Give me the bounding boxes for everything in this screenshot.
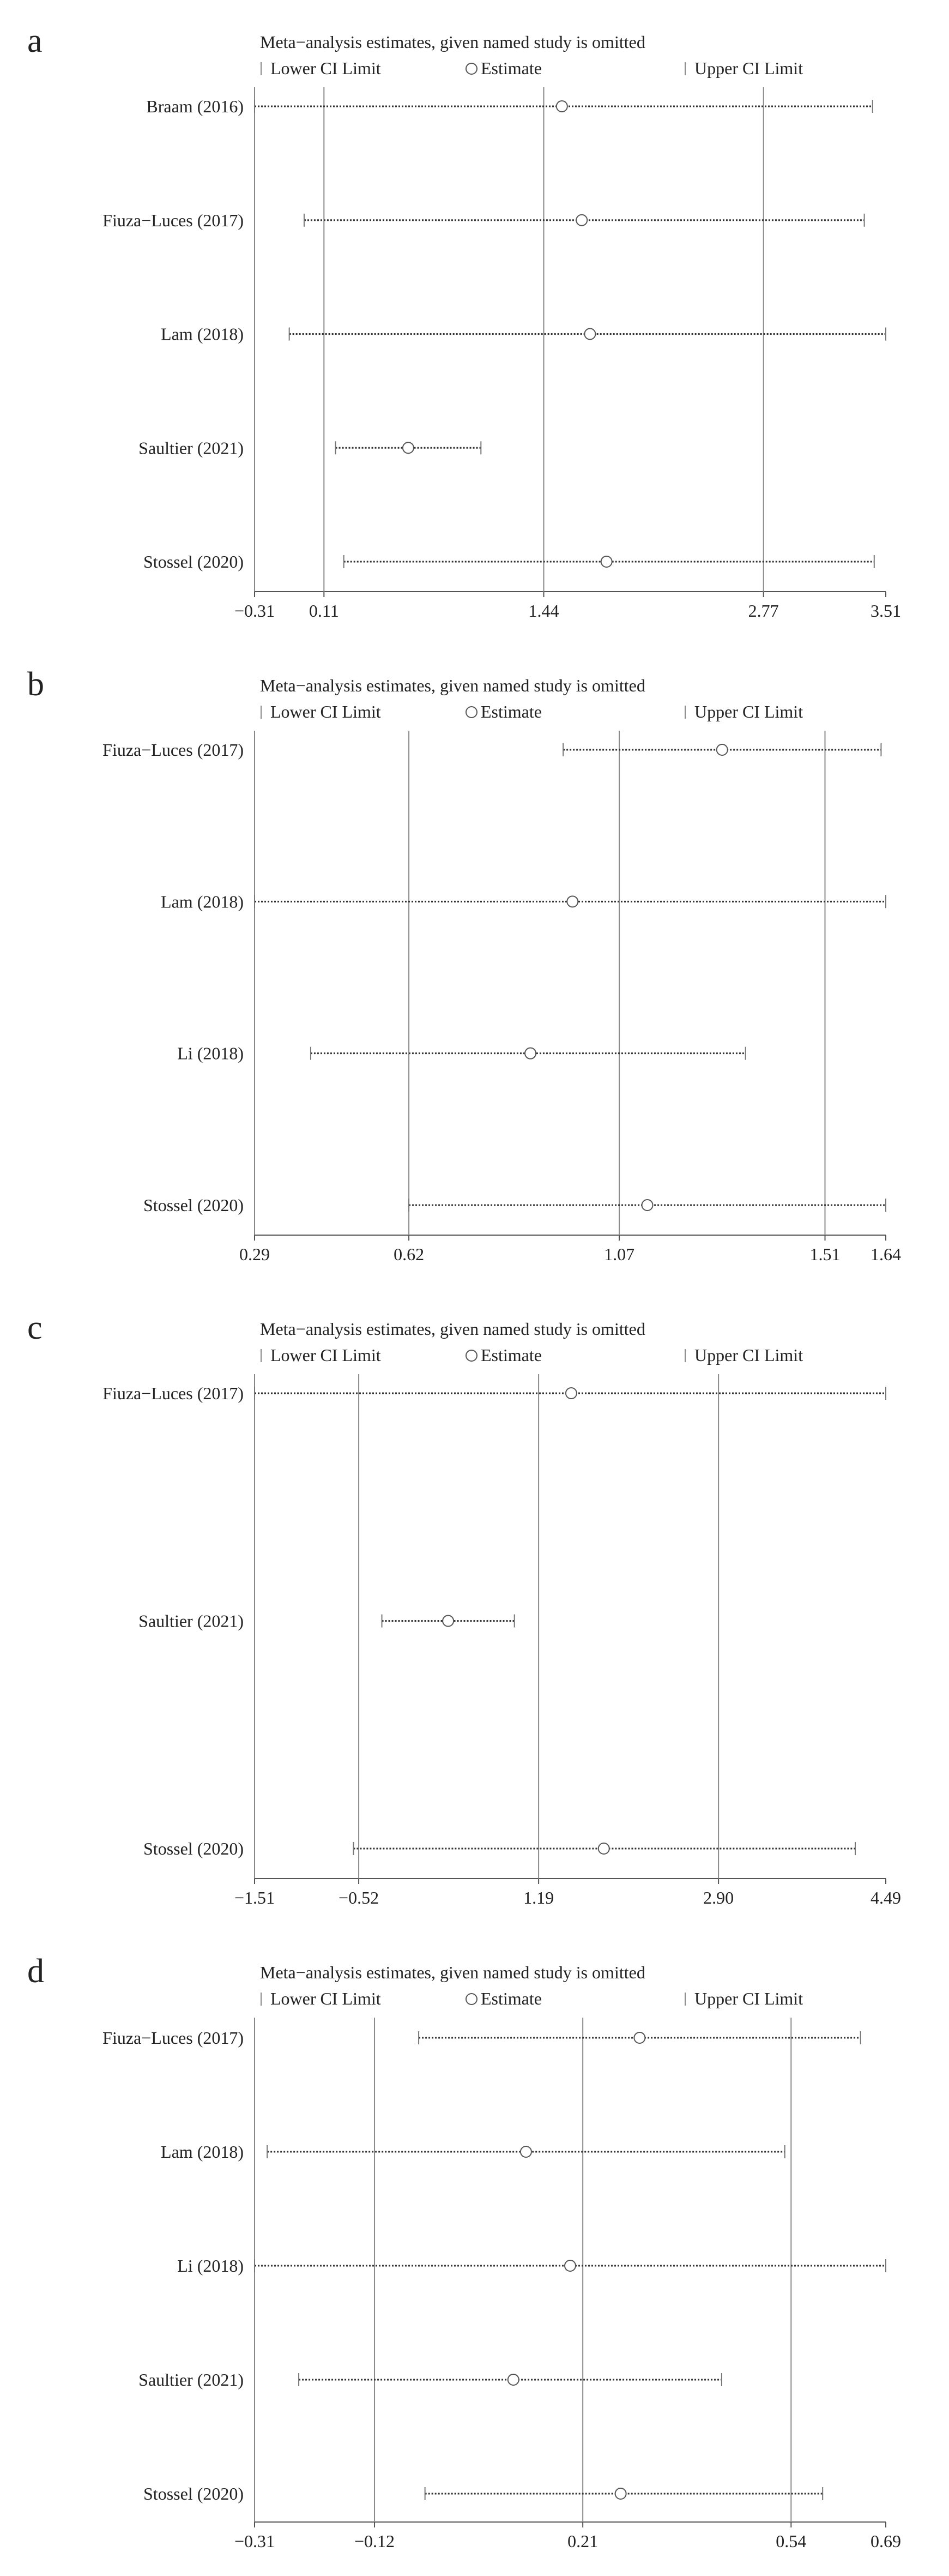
- estimate-point: [584, 329, 595, 340]
- legend-upper-label: Upper CI Limit: [694, 58, 803, 78]
- estimate-point: [634, 2032, 645, 2043]
- legend: [261, 702, 803, 721]
- legend-lower-label: Lower CI Limit: [270, 1345, 381, 1365]
- study-row: [138, 438, 481, 458]
- study-label: Fiuza−Luces (2017): [102, 1383, 244, 1403]
- study-label: Stossel (2020): [143, 552, 244, 571]
- x-tick-label: 0.21: [567, 2531, 599, 2551]
- study-row: [138, 1611, 515, 1631]
- study-row: [102, 2028, 861, 2048]
- legend-lower-label: Lower CI Limit: [270, 1989, 381, 2008]
- x-tick-label: −0.52: [339, 1888, 379, 1907]
- study-label: Li (2018): [177, 1043, 244, 1063]
- x-tick-label: 1.51: [809, 1244, 841, 1264]
- study-label: Stossel (2020): [143, 1839, 244, 1858]
- panel-letter: a: [27, 22, 43, 59]
- study-label: Lam (2018): [161, 324, 244, 344]
- study-row: [143, 1839, 855, 1858]
- study-label: Fiuza−Luces (2017): [102, 210, 244, 230]
- legend-estimate-label: Estimate: [481, 1345, 542, 1365]
- x-tick-label: 1.07: [604, 1244, 635, 1264]
- study-label: Saultier (2021): [138, 1611, 244, 1631]
- estimate-point: [599, 1843, 609, 1854]
- study-label: Li (2018): [177, 2256, 244, 2276]
- estimate-point: [521, 2146, 531, 2157]
- legend-estimate-label: Estimate: [481, 702, 542, 721]
- legend-estimate-marker: [466, 63, 477, 74]
- study-label: Stossel (2020): [143, 2484, 244, 2503]
- study-row: [177, 1044, 745, 1063]
- x-tick-label: 1.64: [871, 1244, 901, 1264]
- x-tick-label: 0.62: [394, 1244, 425, 1264]
- x-tick-label: 2.77: [748, 601, 779, 621]
- legend-lower-label: Lower CI Limit: [270, 702, 381, 721]
- panel-letter: b: [27, 666, 44, 703]
- legend: [261, 1345, 803, 1365]
- estimate-point: [717, 744, 728, 755]
- legend-estimate-marker: [466, 707, 477, 718]
- estimate-point: [403, 442, 414, 453]
- forest-panel-d: [0, 1930, 949, 2576]
- estimate-point: [443, 1616, 454, 1627]
- estimate-point: [567, 896, 578, 907]
- estimate-point: [576, 215, 587, 226]
- legend-estimate-label: Estimate: [481, 58, 542, 78]
- x-tick-label: 2.90: [703, 1888, 734, 1907]
- x-tick-label: 4.49: [871, 1888, 901, 1907]
- study-label: Saultier (2021): [138, 2370, 244, 2390]
- estimate-point: [601, 556, 612, 567]
- legend-lower-label: Lower CI Limit: [270, 58, 381, 78]
- x-tick-label: 0.11: [309, 601, 339, 621]
- forest-plot-d: [0, 1930, 949, 2576]
- forest-plot-c: [0, 1287, 949, 1930]
- study-row: [102, 740, 881, 760]
- study-row: [177, 2256, 886, 2276]
- x-tick-label: 0.54: [776, 2531, 807, 2551]
- chart-title: Meta−analysis estimates, given named study is omitted: [260, 32, 645, 52]
- chart-title: Meta−analysis estimates, given named study is omitted: [260, 1319, 645, 1339]
- study-label: Braam (2016): [146, 97, 244, 116]
- estimate-point: [508, 2374, 519, 2385]
- forest-panel-a: [0, 0, 949, 643]
- study-row: [143, 552, 874, 571]
- legend-estimate-marker: [466, 1994, 477, 2005]
- study-row: [138, 2370, 722, 2390]
- study-row: [161, 892, 886, 911]
- estimate-point: [615, 2488, 626, 2499]
- study-label: Lam (2018): [161, 2142, 244, 2162]
- estimate-point: [557, 101, 567, 112]
- chart-title: Meta−analysis estimates, given named study is omitted: [260, 676, 645, 695]
- forest-plot-b: [0, 643, 949, 1287]
- legend: [261, 1989, 803, 2008]
- study-label: Fiuza−Luces (2017): [102, 740, 244, 760]
- study-label: Saultier (2021): [138, 438, 244, 458]
- legend-estimate-label: Estimate: [481, 1989, 542, 2008]
- forest-plot-a: [0, 0, 949, 643]
- forest-panel-c: [0, 1287, 949, 1930]
- x-tick-label: 3.51: [871, 601, 901, 621]
- panel-letter: c: [27, 1309, 43, 1346]
- estimate-point: [565, 2260, 576, 2271]
- estimate-point: [642, 1200, 653, 1211]
- x-tick-label: 1.44: [528, 601, 559, 621]
- x-tick-label: 1.19: [523, 1888, 554, 1907]
- x-tick-label: 0.29: [239, 1244, 270, 1264]
- legend: [261, 58, 803, 78]
- study-label: Lam (2018): [161, 892, 244, 912]
- x-tick-label: −1.51: [234, 1888, 275, 1907]
- legend-estimate-marker: [466, 1350, 477, 1361]
- study-row: [161, 324, 886, 344]
- study-row: [102, 1383, 886, 1403]
- x-tick-label: −0.12: [354, 2531, 395, 2551]
- forest-panel-b: [0, 643, 949, 1287]
- study-label: Stossel (2020): [143, 1195, 244, 1215]
- x-tick-label: 0.69: [871, 2531, 901, 2551]
- legend-upper-label: Upper CI Limit: [694, 1345, 803, 1365]
- study-label: Fiuza−Luces (2017): [102, 2028, 244, 2048]
- legend-upper-label: Upper CI Limit: [694, 1989, 803, 2008]
- study-row: [102, 210, 864, 230]
- study-row: [143, 2484, 823, 2503]
- x-tick-label: −0.31: [234, 2531, 275, 2551]
- estimate-point: [566, 1388, 577, 1399]
- estimate-point: [525, 1048, 536, 1059]
- panel-letter: d: [27, 1953, 44, 1990]
- legend-upper-label: Upper CI Limit: [694, 702, 803, 721]
- x-tick-label: −0.31: [234, 601, 275, 621]
- chart-title: Meta−analysis estimates, given named study is omitted: [260, 1963, 645, 1982]
